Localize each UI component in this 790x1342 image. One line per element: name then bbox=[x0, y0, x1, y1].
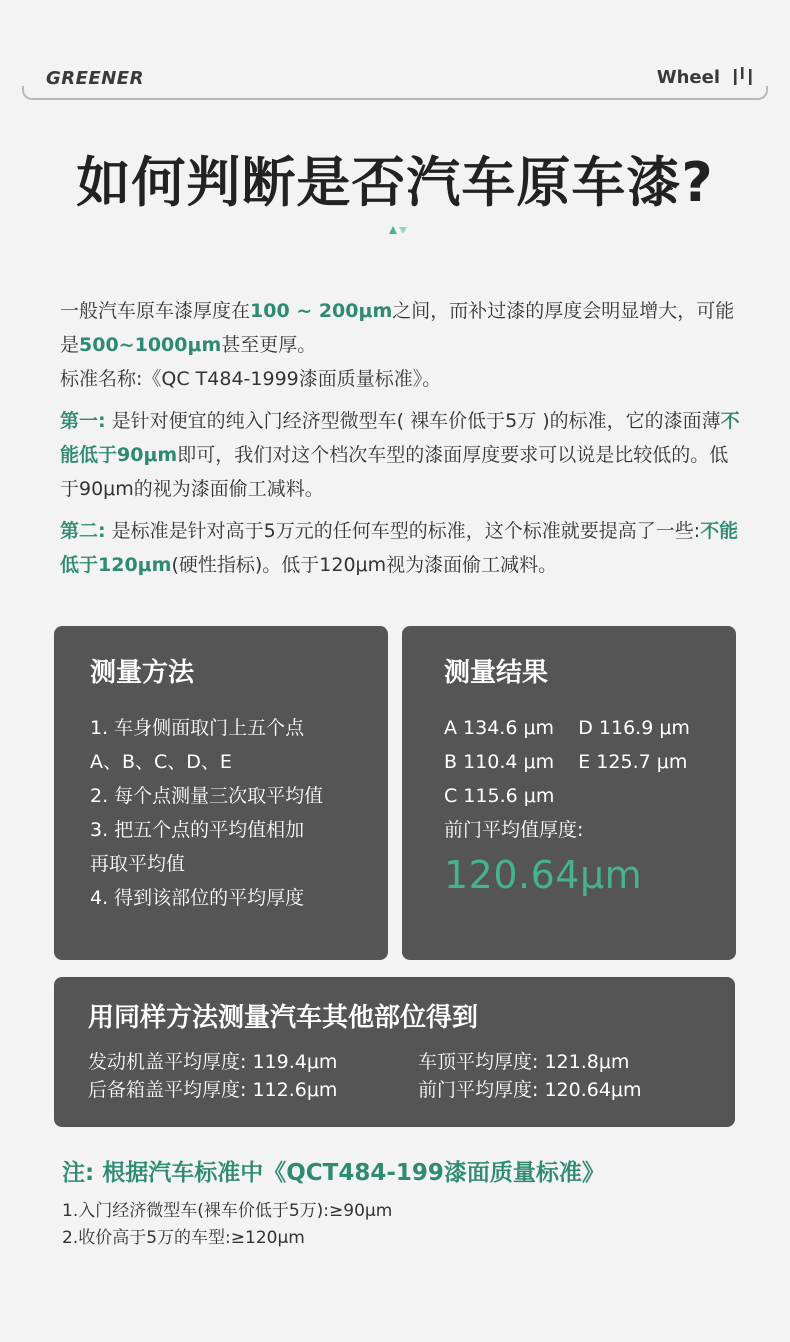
result-row: A 134.6 μm D 116.9 μm bbox=[444, 717, 690, 739]
wheel-logo-icon bbox=[732, 66, 754, 88]
average-value: 120.64μm bbox=[444, 853, 643, 897]
method-title: 测量方法 bbox=[90, 658, 195, 688]
method-card bbox=[54, 626, 388, 960]
method-line: 1. 车身侧面取门上五个点 bbox=[90, 717, 305, 739]
other-parts-title: 用同样方法测量汽车其他部位得到 bbox=[88, 1003, 479, 1033]
result-row: B 110.4 μm E 125.7 μm bbox=[444, 751, 688, 773]
brand-logo: GREENER bbox=[46, 68, 144, 89]
down-arrows-icon bbox=[388, 224, 412, 236]
average-label: 前门平均值厚度: bbox=[444, 819, 584, 841]
part-thickness-item: 发动机盖平均厚度: 119.4μm bbox=[88, 1051, 338, 1073]
method-line: A、B、C、D、E bbox=[90, 751, 232, 773]
method-line: 3. 把五个点的平均值相加 bbox=[90, 819, 305, 841]
method-line: 再取平均值 bbox=[90, 853, 186, 875]
method-line: 2. 每个点测量三次取平均值 bbox=[90, 785, 324, 807]
page-title: 如何判断是否汽车原车漆? bbox=[76, 151, 714, 214]
other-parts-card bbox=[54, 977, 735, 1127]
part-thickness-item: 后备箱盖平均厚度: 112.6μm bbox=[88, 1079, 338, 1101]
intro-text bbox=[60, 294, 740, 582]
result-row: C 115.6 μm bbox=[444, 785, 555, 807]
method-line: 4. 得到该部位的平均厚度 bbox=[90, 887, 305, 909]
intro-paragraph-1: 一般汽车原车漆厚度在100 ~ 200μm之间，而补过漆的厚度会明显增大，可能是500~1000μm甚至更厚。 bbox=[60, 300, 735, 356]
part-thickness-item: 前门平均厚度: 120.64μm bbox=[418, 1079, 642, 1101]
intro-paragraph-first: 第一: 是针对便宜的纯入门经济型微型车( 裸车价低于5万 )的标准，它的漆面薄不能低于90μm即可，我们对这个档次车型的漆面厚度要求可以说是比较低的。低于90μm的视为漆面偷工减料。 bbox=[60, 410, 740, 500]
note-line: 2.收价高于5万的车型:≥120μm bbox=[62, 1228, 305, 1248]
standard-name: 标准名称:《QC T484-1999漆面质量标准》。 bbox=[60, 368, 442, 390]
intro-paragraph-second: 第二: 是标准是针对高于5万元的任何车型的标准，这个标准就要提高了一些:不能低于120μm(硬性指标)。低于120μm视为漆面偷工减料。 bbox=[60, 520, 739, 576]
result-title: 测量结果 bbox=[444, 658, 549, 688]
note-list bbox=[62, 1198, 392, 1252]
note-title: 注: 根据汽车标准中《QCT484-199漆面质量标准》 bbox=[62, 1160, 605, 1186]
note-line: 1.入门经济微型车(裸车价低于5万):≥90μm bbox=[62, 1201, 393, 1221]
wheel-label: Wheel bbox=[656, 67, 720, 88]
result-card bbox=[402, 626, 736, 960]
part-thickness-item: 车顶平均厚度: 121.8μm bbox=[418, 1051, 630, 1073]
